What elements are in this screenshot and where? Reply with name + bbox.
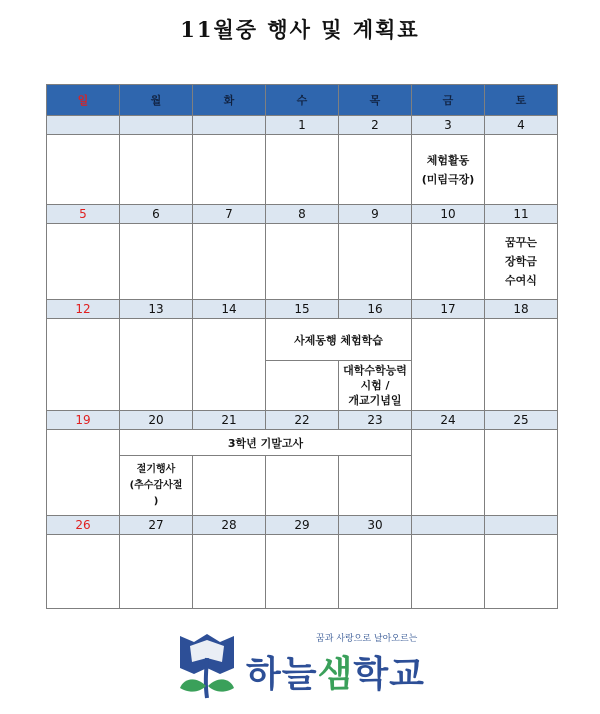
event-text: (추수감사절 (129, 479, 183, 491)
date-cell: 7 (193, 205, 266, 224)
event-row (47, 135, 558, 205)
date-cell (120, 116, 193, 135)
event-cell (47, 224, 120, 300)
date-cell: 6 (120, 205, 193, 224)
school-logo (176, 628, 436, 708)
event-cell (339, 361, 412, 411)
date-cell: 22 (266, 411, 339, 430)
event-cell (266, 361, 339, 411)
date-cell: 11 (485, 205, 558, 224)
event-cell (412, 135, 485, 205)
school-name-part: 학교 (353, 654, 425, 695)
event-text: 시험 / (360, 379, 390, 392)
date-cell: 12 (47, 300, 120, 319)
event-text: 개교기념일 (348, 394, 402, 407)
event-text: 장학금 (505, 255, 537, 268)
date-row (47, 411, 558, 430)
event-cell (412, 430, 485, 516)
event-cell (339, 535, 412, 609)
weekday-header: 수 (266, 85, 339, 116)
multi-day-event: 사제동행 체험학습 (266, 319, 412, 361)
date-cell: 18 (485, 300, 558, 319)
event-cell (485, 430, 558, 516)
date-cell: 17 (412, 300, 485, 319)
date-cell: 10 (412, 205, 485, 224)
date-row (47, 205, 558, 224)
event-cell (47, 135, 120, 205)
event-row (47, 224, 558, 300)
event-cell (485, 319, 558, 411)
event-cell (339, 456, 412, 516)
date-cell: 8 (266, 205, 339, 224)
date-cell: 26 (47, 516, 120, 535)
event-row (47, 535, 558, 609)
event-cell (47, 319, 120, 411)
date-row (47, 116, 558, 135)
event-text: 수여식 (505, 274, 537, 287)
date-cell: 21 (193, 411, 266, 430)
date-row (47, 516, 558, 535)
weekday-header-row (47, 85, 558, 116)
event-cell (412, 535, 485, 609)
event-cell (193, 224, 266, 300)
event-cell (485, 135, 558, 205)
date-cell: 2 (339, 116, 412, 135)
date-cell: 4 (485, 116, 558, 135)
event-row (47, 319, 558, 361)
event-cell (193, 456, 266, 516)
event-cell (120, 224, 193, 300)
date-cell (193, 116, 266, 135)
event-cell (193, 319, 266, 411)
date-cell: 23 (339, 411, 412, 430)
school-name-part: 하늘 (246, 654, 318, 695)
date-cell: 20 (120, 411, 193, 430)
date-row (47, 300, 558, 319)
weekday-header: 목 (339, 85, 412, 116)
event-cell (193, 535, 266, 609)
event-text: ) (153, 495, 159, 507)
event-cell (120, 319, 193, 411)
event-cell (120, 456, 193, 516)
event-cell (266, 456, 339, 516)
date-cell: 30 (339, 516, 412, 535)
event-cell (120, 135, 193, 205)
weekday-header: 월 (120, 85, 193, 116)
date-cell: 9 (339, 205, 412, 224)
event-text: 절기행사 (136, 463, 176, 475)
date-cell (412, 516, 485, 535)
event-cell (120, 535, 193, 609)
date-cell: 28 (193, 516, 266, 535)
school-name-part: 샘 (317, 654, 354, 695)
event-text: (미림극장) (421, 172, 475, 186)
date-cell: 15 (266, 300, 339, 319)
date-cell: 5 (47, 205, 120, 224)
event-cell (47, 430, 120, 516)
calendar-table (46, 84, 558, 609)
event-text: 꿈꾸는 (505, 236, 537, 249)
date-cell: 27 (120, 516, 193, 535)
date-cell: 25 (485, 411, 558, 430)
school-name (246, 646, 425, 697)
date-cell: 19 (47, 411, 120, 430)
book-leaf-logo-icon (176, 628, 238, 702)
event-cell (339, 224, 412, 300)
date-cell: 16 (339, 300, 412, 319)
event-cell (266, 224, 339, 300)
event-cell (412, 224, 485, 300)
weekday-header: 토 (485, 85, 558, 116)
event-text: 대학수학능력 (343, 364, 407, 377)
event-row (47, 430, 558, 456)
date-cell: 29 (266, 516, 339, 535)
event-text: 체험활동 (426, 153, 470, 167)
event-cell (193, 135, 266, 205)
page-title: 11월중 행사 및 계획표 (180, 17, 420, 42)
date-cell (47, 116, 120, 135)
event-cell (412, 319, 485, 411)
event-cell (485, 535, 558, 609)
event-cell (485, 224, 558, 300)
weekday-header: 금 (412, 85, 485, 116)
date-cell: 24 (412, 411, 485, 430)
event-cell (339, 135, 412, 205)
date-cell (485, 516, 558, 535)
school-slogan: 꿈과 사랑으로 날아오르는 (316, 634, 418, 644)
weekday-header: 화 (193, 85, 266, 116)
weekday-header: 일 (47, 85, 120, 116)
date-cell: 3 (412, 116, 485, 135)
event-cell (266, 135, 339, 205)
date-cell: 1 (266, 116, 339, 135)
date-cell: 14 (193, 300, 266, 319)
multi-day-event: 3학년 기말고사 (120, 430, 412, 456)
date-cell: 13 (120, 300, 193, 319)
event-cell (266, 535, 339, 609)
event-cell (47, 535, 120, 609)
